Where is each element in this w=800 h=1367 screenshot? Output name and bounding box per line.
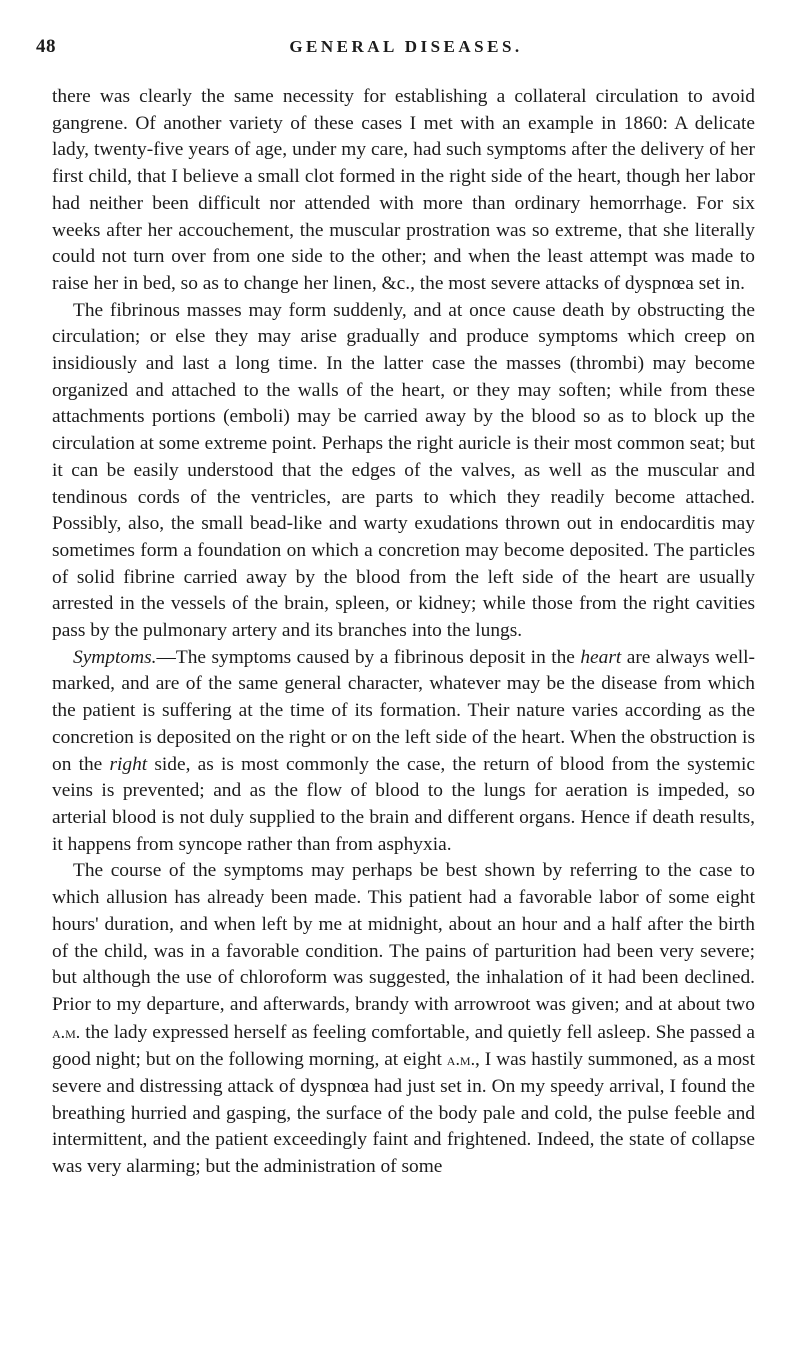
paragraph-3	[52, 645, 755, 859]
page-number: 48	[36, 36, 56, 57]
text-run: , I was hastily summoned, as a most severe and distressing attack of dyspnœa had just set in. On my speedy arrival, I found the breathing hurried and gasping, the surface of the body pale and cold, the pulse feeble and intermittent, and the patient exceedingly faint and frightened. Indeed, the state of collapse was very alarming; but the administration of some	[52, 1049, 755, 1178]
text-run: a.m.	[52, 1021, 81, 1042]
page-header	[36, 36, 776, 66]
running-head: GENERAL DISEASES.	[289, 37, 523, 56]
body-text	[52, 84, 755, 1181]
text-run: side, as is most commonly the case, the return of blood from the systemic veins is prevented; and as the flow of blood to the lungs for aeration is impeded, so arterial blood is not duly supplied to the brain and different organs. Hence if death results, it happens from syncope rather than from asphyxia.	[52, 753, 755, 855]
paragraph-4	[52, 858, 755, 1180]
text-run: are always well-marked, and are of the same general character, whatever may be the disease from which the patient is suffering at the time of its formation. Their nature varies according as the concretion is deposited on the right or on the left side of the heart. When the obstruction is on the	[52, 646, 756, 775]
text-run: —The symptoms caused by a fibrinous deposit in the	[156, 646, 581, 668]
text-run: right	[109, 753, 148, 775]
text-run: The course of the symptoms may perhaps be best shown by referring to the case to which allusion has already been made. This patient had a favorable labor of some eight hours' duration, and when left by me at midnight, about an hour and a half after the birth of the child, was in a favorable condition. The pains of parturition had been very severe; but although the use of chloroform was suggested, the inhalation of it had been declined. Prior to my departure, and afterwards, brandy with arrowroot was given; and at about two	[52, 860, 755, 1015]
text-run: The fibrinous masses may form suddenly, and at once cause death by obstructing the circulation; or else they may arise gradually and produce symptoms which creep on insidiously and last a long time. In the latter case the masses (thrombi) may become organized and attached to the walls of the heart, or they may soften; while from these attachments portions (emboli) may be carried away by the blood so as to block up the circulation at some extreme point. Perhaps the right auricle is their most common seat; but it can be easily understood that the edges of the valves, as well as the muscular and tendinous cords of the ventricles, are parts to which they readily become attached. Possibly, also, the small bead-like and warty exudations thrown out in endocarditis may sometimes form a foundation on which a concretion may become deposited. The particles of solid fibrine carried away by the blood from the left side of the heart are usually arrested in the vessels of the brain, spleen, or kidney; while those from the right cavities pass by the pulmonary artery and its branches into the lungs.	[52, 299, 755, 642]
text-run: there was clearly the same necessity for establishing a collateral circulation to avoid gangrene. Of another variety of these cases I met with an example in 1860: A delicate lady, twenty-five years of age, under my care, had such symptoms after the delivery of her first child, that I believe a small clot formed in the right side of the heart, though her labor had neither been difficult nor attended with more than ordinary hemorrhage. For six weeks after her accouchement, the muscular prostration was so extreme, that she literally could not turn over from one side to the other; and when the least attempt was made to raise her in bed, so as to change her linen, &c., the most severe attacks of dyspnœa set in.	[52, 86, 755, 294]
paragraph-2	[52, 298, 755, 645]
text-run: a.m.	[446, 1049, 476, 1070]
text-run: the lady expressed herself as feeling comfortable, and quietly fell asleep. She passed a good night; but on the following morning, at eight	[52, 1021, 755, 1071]
paragraph-1	[52, 84, 755, 298]
text-run: Symptoms.	[73, 646, 157, 668]
text-run: heart	[580, 646, 622, 668]
